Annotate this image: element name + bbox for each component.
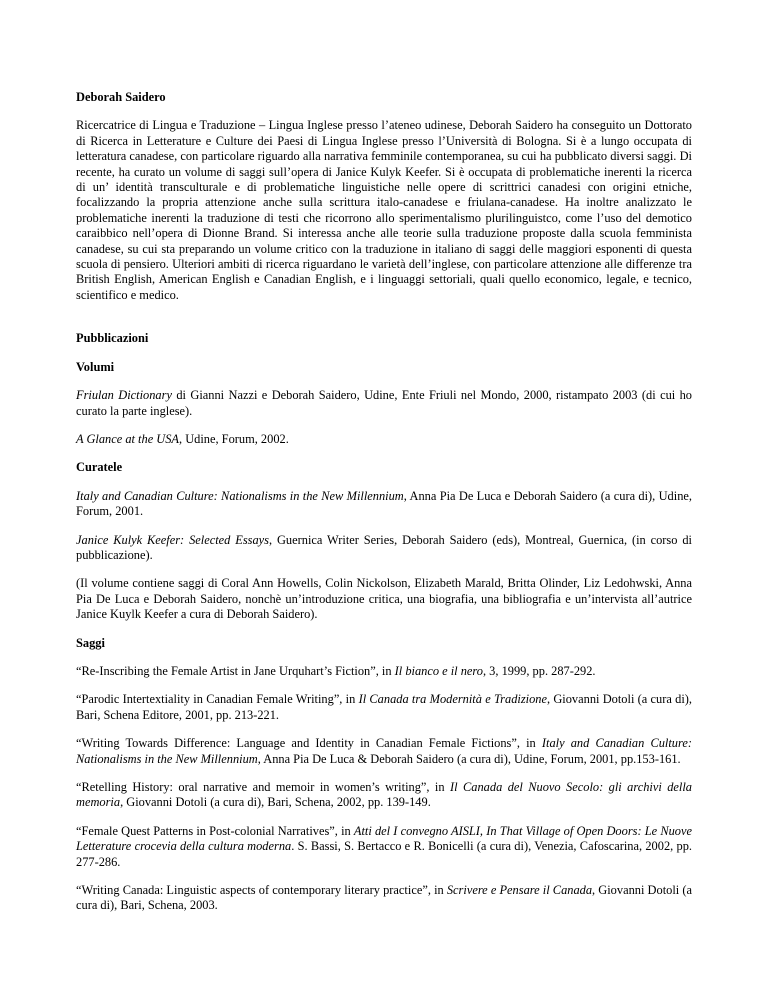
volume-details: , Udine, Forum, 2002. bbox=[179, 431, 289, 446]
essay-venue: Atti del I convegno AISLI, In That Village of Open Doors: Le Nuove Letterature crocevia della cultura moderna bbox=[76, 823, 692, 854]
essay-details: , Giovanni Dotoli (a cura di), Bari, Schena Editore, 2001, pp. 213-221. bbox=[76, 692, 692, 722]
essay-title: “Female Quest Patterns in Post-colonial Narratives”, in bbox=[76, 823, 354, 838]
volume-title: A Glance at the USA bbox=[76, 431, 180, 446]
section-heading-volumes: Volumi bbox=[76, 359, 115, 374]
section-heading-edited: Curatele bbox=[76, 460, 123, 475]
edited-title: Janice Kulyk Keefer: Selected Essays bbox=[76, 532, 269, 547]
volume-details: di Gianni Nazzi e Deborah Saidero, Udine, Ente Friuli nel Mondo, 2000, ristampato 2003 (di cui ho curato la parte inglese). bbox=[76, 388, 692, 418]
volume-title: Friulan Dictionary bbox=[76, 388, 172, 403]
essay-venue: Scrivere e Pensare il Canada bbox=[446, 883, 593, 898]
essay-title: “Writing Towards Difference: Language and Identity in Canadian Female Fictions”, in bbox=[76, 736, 542, 751]
essay-details: . S. Bassi, S. Bertacco e R. Bonicelli (a cura di), Venezia, Cafoscarina, 2002, pp. 277-286. bbox=[76, 839, 693, 869]
essay-entry bbox=[76, 736, 692, 767]
essay-details: , Anna Pia De Luca & Deborah Saidero (a cura di), Udine, Forum, 2001, pp.153-161. bbox=[257, 751, 681, 766]
edited-title: Italy and Canadian Culture: Nationalisms in the New Millennium bbox=[76, 488, 404, 503]
essay-venue: Il Canada tra Modernità e Tradizione bbox=[358, 692, 547, 707]
essay-venue: Il bianco e il nero bbox=[394, 663, 483, 678]
section-heading-essays: Saggi bbox=[76, 635, 105, 650]
essay-title: “Writing Canada: Linguistic aspects of contemporary literary practice”, in bbox=[76, 883, 447, 898]
essay-entry bbox=[76, 780, 692, 811]
essay-details: , Giovanni Dotoli (a cura di), Bari, Schena, 2002, pp. 139-149. bbox=[120, 795, 431, 810]
edited-details: , Guernica Writer Series, Deborah Saidero (eds), Montreal, Guernica, (in corso di pubblicazione). bbox=[76, 532, 692, 562]
essay-details: , Giovanni Dotoli (a cura di), Bari, Schena, 2003. bbox=[76, 883, 692, 913]
author-name: Deborah Saidero bbox=[76, 90, 166, 104]
essay-entry bbox=[76, 824, 692, 870]
volume-entry bbox=[76, 432, 692, 447]
essay-title: “Retelling History: oral narrative and memoir in women’s writing”, in bbox=[76, 780, 451, 794]
edited-entry bbox=[76, 533, 692, 564]
essay-entry bbox=[76, 883, 692, 914]
section-heading-publications: Pubblicazioni bbox=[76, 331, 149, 346]
essay-entry bbox=[76, 664, 692, 679]
edited-entry bbox=[76, 489, 692, 520]
bio-paragraph: Ricercatrice di Lingua e Traduzione – Lingua Inglese presso l’ateneo udinese, Deborah Saidero ha conseguito un Dottorato di Ricerca in Letterature e Culture dei Paesi di Lingua Inglese presso l’Università di Bologna. Si è a lungo occupata di letteratura canadese, con particolare riguardo alla narrativa femminile contemporanea, su cui ha pubblicato diversi saggi. Di recente, ha curato un volume di saggi sull’opera di Janice Kulyk Keefer. Si è occupata di problematiche inerenti la ricerca di un’ identità transculturale e di problematiche linguistiche nelle opere di scrittrici canadesi con origini etniche, focalizzando la propria attenzione anche sulla scrittura italo-canadese e friulana-canadese. Ha inoltre analizzato le problematiche inerenti la traduzione di testi che ricorrono allo sperimentalismo plurilinguistco, come l’uso del demotico caraibbico nell’opera di Dionne Brand. Si interessa anche alle teorie sulla traduzione proposte dalla scuola femminista canadese, su cui sta preparando un volume critico con la traduzione in italiano di saggi delle maggiori esponenti di questa scuola di pensiero. Ulteriori ambiti di ricerca riguardano le varietà dell’inglese, con particolare attenzione alle differenze tra British English, American English e Canadian English, e i linguaggi settoriali, quali quello economico, legale, e tecnico, scientifico e medico. bbox=[76, 118, 692, 302]
edited-note: (Il volume contiene saggi di Coral Ann Howells, Colin Nickolson, Elizabeth Marald, Britta Olinder, Liz Ledohwski, Anna Pia De Luca e Deborah Saidero, nonchè un’introduzione critica, una biografia, una bibliografia e un’intervista all’autrice Janice Kuylk Keefer a cura di Deborah Saidero). bbox=[76, 576, 692, 622]
edited-details: , Anna Pia De Luca e Deborah Saidero (a cura di), Udine, Forum, 2001. bbox=[76, 488, 692, 519]
essay-title: “Parodic Intertextiality in Canadian Female Writing”, in bbox=[76, 692, 359, 707]
essay-venue: Il Canada del Nuovo Secolo: gli archivi della memoria bbox=[76, 780, 692, 810]
essay-entry bbox=[76, 692, 692, 723]
volume-entry bbox=[76, 388, 692, 419]
essay-details: , 3, 1999, pp. 287-292. bbox=[482, 663, 596, 678]
essay-title: “Re-Inscribing the Female Artist in Jane Urquhart’s Fiction”, in bbox=[76, 663, 395, 678]
essay-venue: Italy and Canadian Culture: Nationalisms in the New Millennium bbox=[76, 736, 692, 766]
